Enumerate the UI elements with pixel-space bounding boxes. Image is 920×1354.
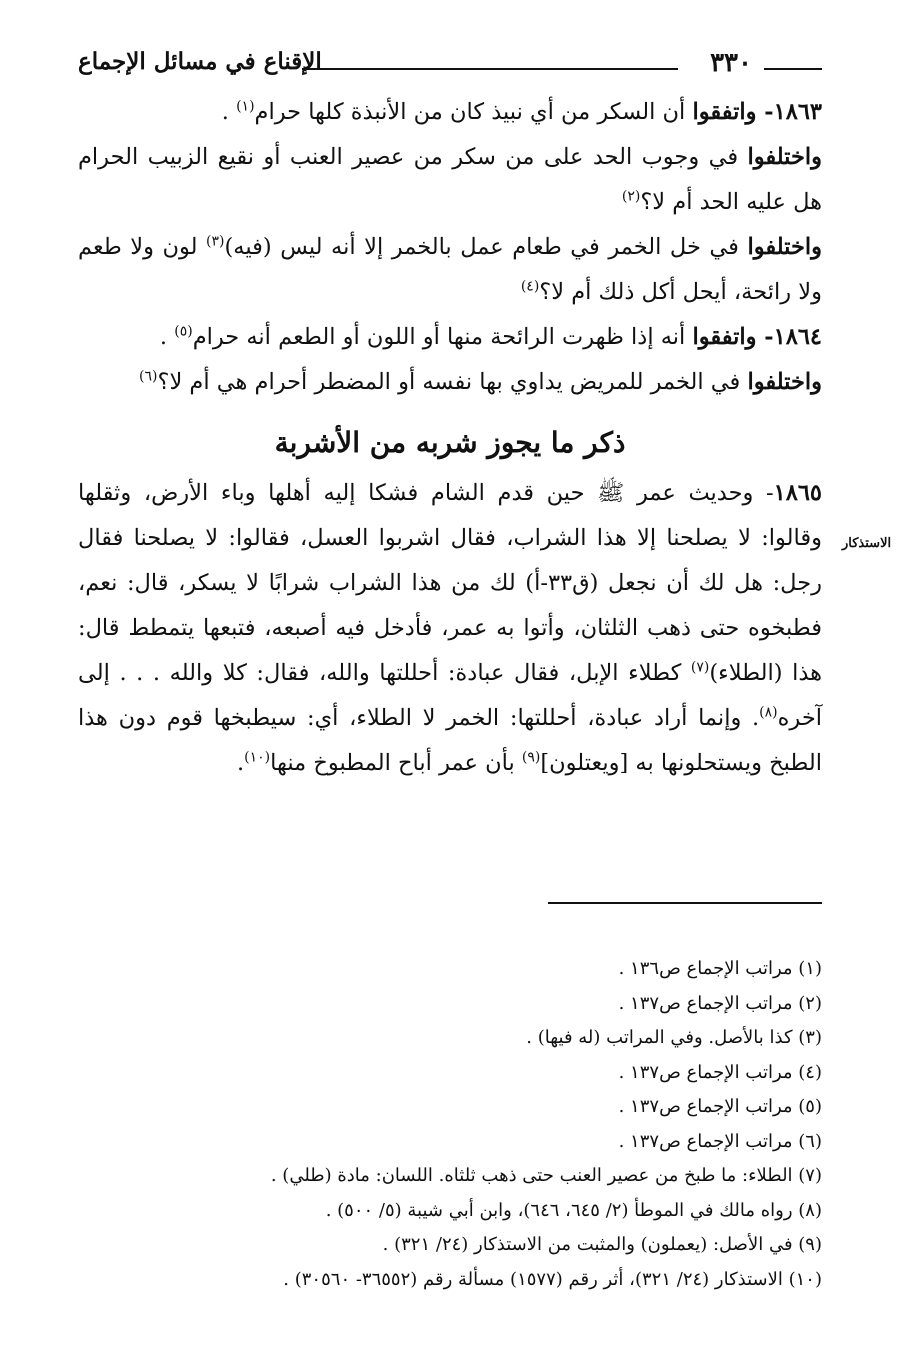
paragraph-lead: واختلفوا	[747, 369, 822, 395]
paragraph-lead: ١٨٦٣- واتفقوا	[692, 99, 822, 125]
footnote-10: (١٠) الاستذكار (٢٤/ ٣٢١)، أثر رقم (١٥٧٧) مسألة رقم (٣٦٥٥٢- ٣٠٥٦٠) .	[283, 1268, 822, 1290]
paragraph-tail: .	[159, 324, 175, 350]
paragraph-text: في خل الخمر في طعام عمل بالخمر إلا أنه ليس (فيه)	[224, 234, 748, 260]
header-rule-right	[764, 68, 822, 70]
paragraph-tail: .	[221, 99, 237, 125]
footnote-3: (٣) كذا بالأصل. وفي المراتب (له فيها) .	[526, 1027, 822, 1048]
footnote-ref: (٩)	[521, 749, 541, 766]
paragraph-lead: ١٨٦٤- واتفقوا	[692, 324, 822, 350]
footnote-7: (٧) الطلاء: ما طبخ من عصير العنب حتى ذهب ثلثاه. اللسان: مادة (طلي) .	[270, 1165, 822, 1186]
paragraph-tail: .	[237, 750, 245, 776]
paragraph-text: . وإنما أراد عبادة، أحللتها: الخمر لا الطلاء، أي: سيطبخها قوم دون هذا الطبخ ويستحلونها به [ويعتلون]	[78, 705, 822, 776]
footnote-5: (٥) مراتب الإجماع ص١٣٧ .	[618, 1096, 822, 1117]
footnote-ref: (٤)	[520, 278, 540, 295]
paragraph-text: في الخمر للمريض يداوي بها نفسه أو المضطر أحرام هي أم لا؟	[157, 369, 748, 395]
paragraph-text: في وجوب الحد على من سكر من عصير العنب أو نقيع الزبيب الحرام هل عليه الحد أم لا؟	[78, 144, 822, 215]
paragraph-lead: واختلفوا	[747, 234, 822, 260]
paragraph-lead: ١٨٦٥	[773, 480, 822, 506]
paragraph-disagreement-1	[78, 135, 822, 225]
header-rule-middle	[302, 68, 678, 70]
paragraph-tail: لون ولا طعم ولا رائحة، أيحل أكل ذلك أم لا؟	[78, 234, 822, 305]
paragraph-disagreement-2	[78, 225, 822, 315]
paragraph-lead: واختلفوا	[747, 144, 822, 170]
footnote-ref: (٨)	[759, 704, 778, 721]
footnote-ref: (٥)	[174, 323, 193, 340]
footnote-ref: (٢)	[621, 188, 641, 205]
footnote-ref: (١٠)	[244, 749, 271, 766]
page-header	[78, 44, 822, 84]
paragraph-1863	[78, 90, 822, 135]
footnote-ref: (١)	[236, 98, 255, 115]
paragraph-text: أنه إذا ظهرت الرائحة منها أو اللون أو الطعم أنه حرام	[192, 324, 693, 350]
footnote-6: (٦) مراتب الإجماع ص١٣٧ .	[618, 1130, 822, 1152]
footnote-4: (٤) مراتب الإجماع ص١٣٧ .	[618, 1061, 822, 1083]
paragraph-text: - وحديث عمر ﷺ حين قدم الشام فشكا إليه أهلها وباء الأرض، وثقلها وقالوا: لا يصلحنا إلا هذا الشراب، فقال اشربوا العسل، فقالوا: لا يصلحنا فقال رجل: هل لك أن نجعل (ق٣٣-أ) لك من هذا الشراب شرابًا لا يسكر، قال: نعم، فطبخوه حتى ذهب الثلثان، وأتوا به عمر، فأدخل فيه أصبعه، فتبعها يتمطط قال: هذا (الطلاء)	[78, 480, 822, 686]
footnote-separator	[548, 902, 822, 904]
paragraph-disagreement-3	[78, 360, 822, 405]
footnote-ref: (٧)	[690, 659, 710, 676]
paragraph-1864	[78, 315, 822, 360]
running-title: الإقناع في مسائل الإجماع	[78, 48, 322, 75]
footnote-9: (٩) في الأصل: (يعملون) والمثبت من الاستذكار (٢٤/ ٣٢١) .	[382, 1234, 822, 1255]
margin-source-note: الاستذكار	[842, 536, 892, 551]
paragraph-text: بأن عمر أباح المطبوخ منها	[270, 750, 522, 776]
footnote-2: (٢) مراتب الإجماع ص١٣٧ .	[618, 992, 822, 1014]
footnote-ref: (٦)	[139, 368, 158, 385]
footnote-1: (١) مراتب الإجماع ص١٣٦ .	[618, 958, 822, 979]
paragraph-text: أن السكر من أي نبيذ كان من الأنبذة كلها حرام	[254, 99, 693, 125]
page-number: ٣٣٠	[710, 48, 752, 78]
main-text	[78, 90, 822, 786]
section-heading: ذكر ما يجوز شربه من الأشربة	[274, 426, 626, 459]
footnote-ref: (٣)	[206, 233, 225, 250]
paragraph-1865	[78, 471, 822, 786]
footnote-8: (٨) رواه مالك في الموطأ (٢/ ٦٤٥، ٦٤٦)، وابن أبي شيبة (٥/ ٥٠٠) .	[325, 1199, 822, 1221]
footnotes	[110, 952, 822, 1297]
paragraph-text: كطلاء الإبل، فقال عبادة: أحللتها والله، فقال: كلا والله . . . إلى آخره	[78, 660, 822, 731]
